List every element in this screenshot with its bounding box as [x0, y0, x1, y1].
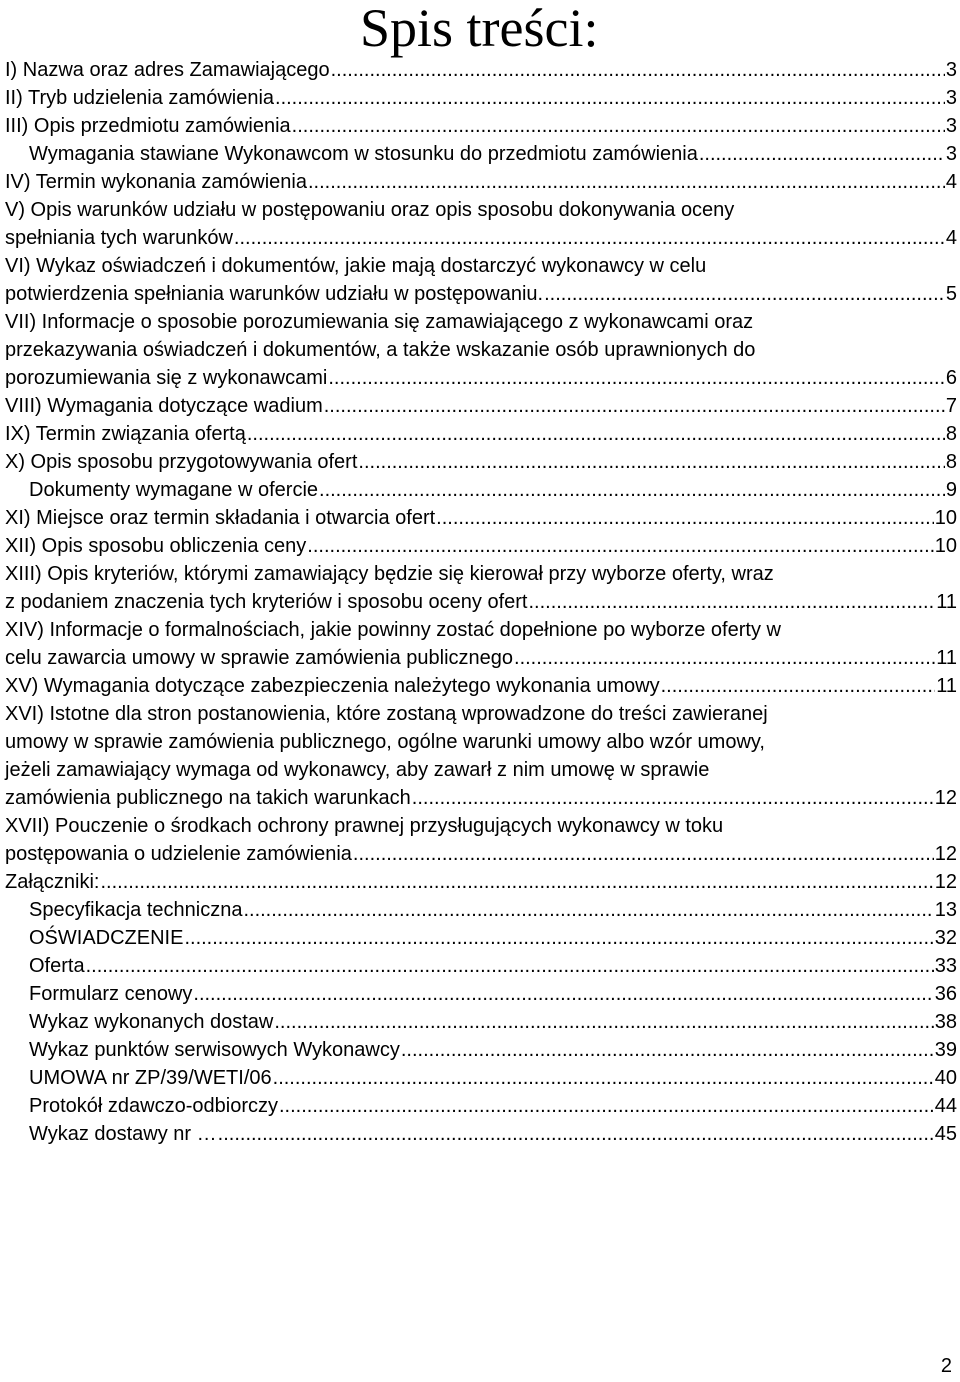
- toc-entry-page: 13: [934, 899, 957, 921]
- dot-leader: [401, 1036, 934, 1064]
- toc-entry[interactable]: [5, 84, 960, 112]
- toc-entry[interactable]: [5, 700, 960, 812]
- dot-leader: [273, 1064, 934, 1092]
- toc-entry-page: 44: [934, 1095, 957, 1117]
- toc-entry-page: 12: [934, 787, 957, 809]
- dot-leader: [86, 952, 934, 980]
- toc-entry-text: Oferta: [29, 955, 85, 977]
- toc-entry[interactable]: [5, 196, 960, 252]
- toc-entry[interactable]: [5, 476, 960, 504]
- toc-entry-page: 38: [934, 1011, 957, 1033]
- toc-entry-page: 11: [936, 647, 957, 669]
- toc-entry[interactable]: [5, 868, 960, 896]
- toc-entry-text: XIII) Opis kryteriów, którymi zamawiający będzie się kierował przy wyborze oferty, wraz: [5, 563, 774, 585]
- toc-entry[interactable]: [5, 1092, 960, 1120]
- toc-entry-page: 8: [945, 451, 957, 473]
- toc-entry-text: XVI) Istotne dla stron postanowienia, które zostaną wprowadzone do treści zawieranej: [5, 703, 768, 725]
- toc-entry[interactable]: [5, 812, 960, 868]
- toc-entry-text: V) Opis warunków udziału w postępowaniu oraz opis sposobu dokonywania oceny: [5, 199, 735, 221]
- toc-entry[interactable]: [5, 672, 960, 700]
- toc-entry[interactable]: [5, 532, 960, 560]
- toc-entry-text: Załączniki:: [5, 871, 100, 893]
- toc-entry[interactable]: [5, 56, 960, 84]
- toc-entry[interactable]: [5, 952, 960, 980]
- dot-leader: [412, 784, 934, 812]
- dot-leader: [218, 1120, 934, 1148]
- toc-entry-text: I) Nazwa oraz adres Zamawiającego: [5, 59, 330, 81]
- toc-entry-page: 3: [945, 115, 957, 137]
- toc-entry[interactable]: [5, 980, 960, 1008]
- dot-leader: [353, 840, 934, 868]
- toc-entry[interactable]: [5, 392, 960, 420]
- toc-entry-text: Wykaz dostawy nr …: [29, 1123, 217, 1145]
- toc-entry-text: umowy w sprawie zamówienia publicznego, ogólne warunki umowy albo wzór umowy,: [5, 731, 765, 753]
- toc-entry-page: 39: [934, 1039, 957, 1061]
- toc-entry-page: 4: [945, 171, 957, 193]
- toc-entry-page: 45: [934, 1123, 957, 1145]
- table-of-contents: [5, 56, 960, 1148]
- toc-entry[interactable]: [5, 1036, 960, 1064]
- toc-entry-page: 5: [945, 283, 957, 305]
- dot-leader: [184, 924, 933, 952]
- toc-entry[interactable]: [5, 560, 960, 616]
- toc-entry-page: 12: [934, 871, 957, 893]
- toc-entry-text: jeżeli zamawiający wymaga od wykonawcy, aby zawarł z nim umowę w sprawie: [5, 759, 710, 781]
- toc-entry[interactable]: [5, 924, 960, 952]
- toc-entry-page: 8: [945, 423, 957, 445]
- dot-leader: [328, 364, 945, 392]
- toc-entry-text: OŚWIADCZENIE: [29, 927, 184, 949]
- toc-entry-text: z podaniem znaczenia tych kryteriów i sposobu oceny ofert: [5, 591, 528, 613]
- dot-leader: [279, 1092, 934, 1120]
- toc-entry[interactable]: [5, 896, 960, 924]
- toc-entry-page: 40: [934, 1067, 957, 1089]
- toc-entry[interactable]: [5, 504, 960, 532]
- dot-leader: [247, 420, 945, 448]
- dot-leader: [358, 448, 944, 476]
- dot-leader: [193, 980, 933, 1008]
- dot-leader: [436, 504, 934, 532]
- dot-leader: [308, 168, 945, 196]
- toc-entry-text: Wykaz wykonanych dostaw: [29, 1011, 274, 1033]
- dot-leader: [234, 224, 945, 252]
- dot-leader: [292, 112, 945, 140]
- page-number: 2: [940, 1355, 952, 1377]
- toc-entry-page: 3: [945, 59, 957, 81]
- dot-leader: [661, 672, 936, 700]
- toc-entry-text: VII) Informacje o sposobie porozumiewania się zamawiającego z wykonawcami oraz: [5, 311, 754, 333]
- toc-entry[interactable]: [5, 252, 960, 308]
- dot-leader: [544, 280, 945, 308]
- toc-entry-text: Formularz cenowy: [29, 983, 193, 1005]
- dot-leader: [331, 56, 945, 84]
- toc-entry-page: 3: [945, 87, 957, 109]
- toc-entry-text: potwierdzenia spełniania warunków udziału w postępowaniu.: [5, 283, 544, 305]
- toc-entry-text: XV) Wymagania dotyczące zabezpieczenia należytego wykonania umowy: [5, 675, 660, 697]
- toc-entry[interactable]: [5, 420, 960, 448]
- toc-entry-text: przekazywania oświadczeń i dokumentów, a także wskazanie osób uprawnionych do: [5, 339, 756, 361]
- toc-entry-page: 10: [934, 507, 957, 529]
- toc-entry[interactable]: [5, 1064, 960, 1092]
- toc-entry-text: porozumiewania się z wykonawcami: [5, 367, 328, 389]
- page-title: Spis treści:: [360, 0, 599, 58]
- toc-entry[interactable]: [5, 112, 960, 140]
- toc-entry-text: X) Opis sposobu przygotowywania ofert: [5, 451, 358, 473]
- toc-entry[interactable]: [5, 1008, 960, 1036]
- toc-entry[interactable]: [5, 1120, 960, 1148]
- toc-entry[interactable]: [5, 448, 960, 476]
- toc-entry-text: VIII) Wymagania dotyczące wadium: [5, 395, 323, 417]
- dot-leader: [243, 896, 933, 924]
- dot-leader: [275, 84, 945, 112]
- toc-entry-text: IX) Termin związania ofertą: [5, 423, 246, 445]
- toc-entry-text: spełniania tych warunków: [5, 227, 233, 249]
- toc-entry-text: XVII) Pouczenie o środkach ochrony prawnej przysługujących wykonawcy w toku: [5, 815, 724, 837]
- toc-entry-text: XI) Miejsce oraz termin składania i otwarcia ofert: [5, 507, 436, 529]
- toc-entry[interactable]: [5, 168, 960, 196]
- toc-entry-text: III) Opis przedmiotu zamówienia: [5, 115, 291, 137]
- toc-entry[interactable]: [5, 308, 960, 392]
- toc-entry-page: 10: [934, 535, 957, 557]
- toc-entry-text: celu zawarcia umowy w sprawie zamówienia publicznego: [5, 647, 514, 669]
- toc-entry-text: II) Tryb udzielenia zamówienia: [5, 87, 275, 109]
- dot-leader: [307, 532, 933, 560]
- toc-entry-text: Wykaz punktów serwisowych Wykonawcy: [29, 1039, 400, 1061]
- toc-entry-page: 32: [934, 927, 957, 949]
- toc-entry-page: 11: [936, 591, 957, 613]
- toc-entry-text: zamówienia publicznego na takich warunkach: [5, 787, 411, 809]
- toc-entry-page: 7: [945, 395, 957, 417]
- toc-entry-text: XIV) Informacje o formalnościach, jakie powinny zostać dopełnione po wyborze oferty w: [5, 619, 781, 641]
- toc-entry-page: 6: [945, 367, 957, 389]
- dot-leader: [529, 588, 936, 616]
- dot-leader: [324, 392, 945, 420]
- dot-leader: [699, 140, 945, 168]
- toc-entry-page: 9: [945, 479, 957, 501]
- toc-entry-page: 36: [934, 983, 957, 1005]
- toc-entry-text: UMOWA nr ZP/39/WETI/06: [29, 1067, 272, 1089]
- toc-entry-text: IV) Termin wykonania zamówienia: [5, 171, 307, 193]
- dot-leader: [100, 868, 933, 896]
- toc-entry-text: Specyfikacja techniczna: [29, 899, 243, 921]
- dot-leader: [274, 1008, 933, 1036]
- toc-entry-text: XII) Opis sposobu obliczenia ceny: [5, 535, 307, 557]
- toc-entry-text: postępowania o udzielenie zamówienia: [5, 843, 352, 865]
- dot-leader: [319, 476, 945, 504]
- toc-entry-page: 3: [945, 143, 957, 165]
- toc-entry[interactable]: [5, 616, 960, 672]
- toc-entry-page: 11: [936, 675, 957, 697]
- toc-entry-page: 4: [945, 227, 957, 249]
- toc-entry-page: 12: [934, 843, 957, 865]
- toc-entry-text: Dokumenty wymagane w ofercie: [29, 479, 319, 501]
- toc-entry[interactable]: [5, 140, 960, 168]
- toc-entry-text: Wymagania stawiane Wykonawcom w stosunku do przedmiotu zamówienia: [29, 143, 698, 165]
- toc-entry-text: VI) Wykaz oświadczeń i dokumentów, jakie mają dostarczyć wykonawcy w celu: [5, 255, 707, 277]
- toc-entry-text: Protokół zdawczo-odbiorczy: [29, 1095, 278, 1117]
- toc-entry-page: 33: [934, 955, 957, 977]
- dot-leader: [514, 644, 935, 672]
